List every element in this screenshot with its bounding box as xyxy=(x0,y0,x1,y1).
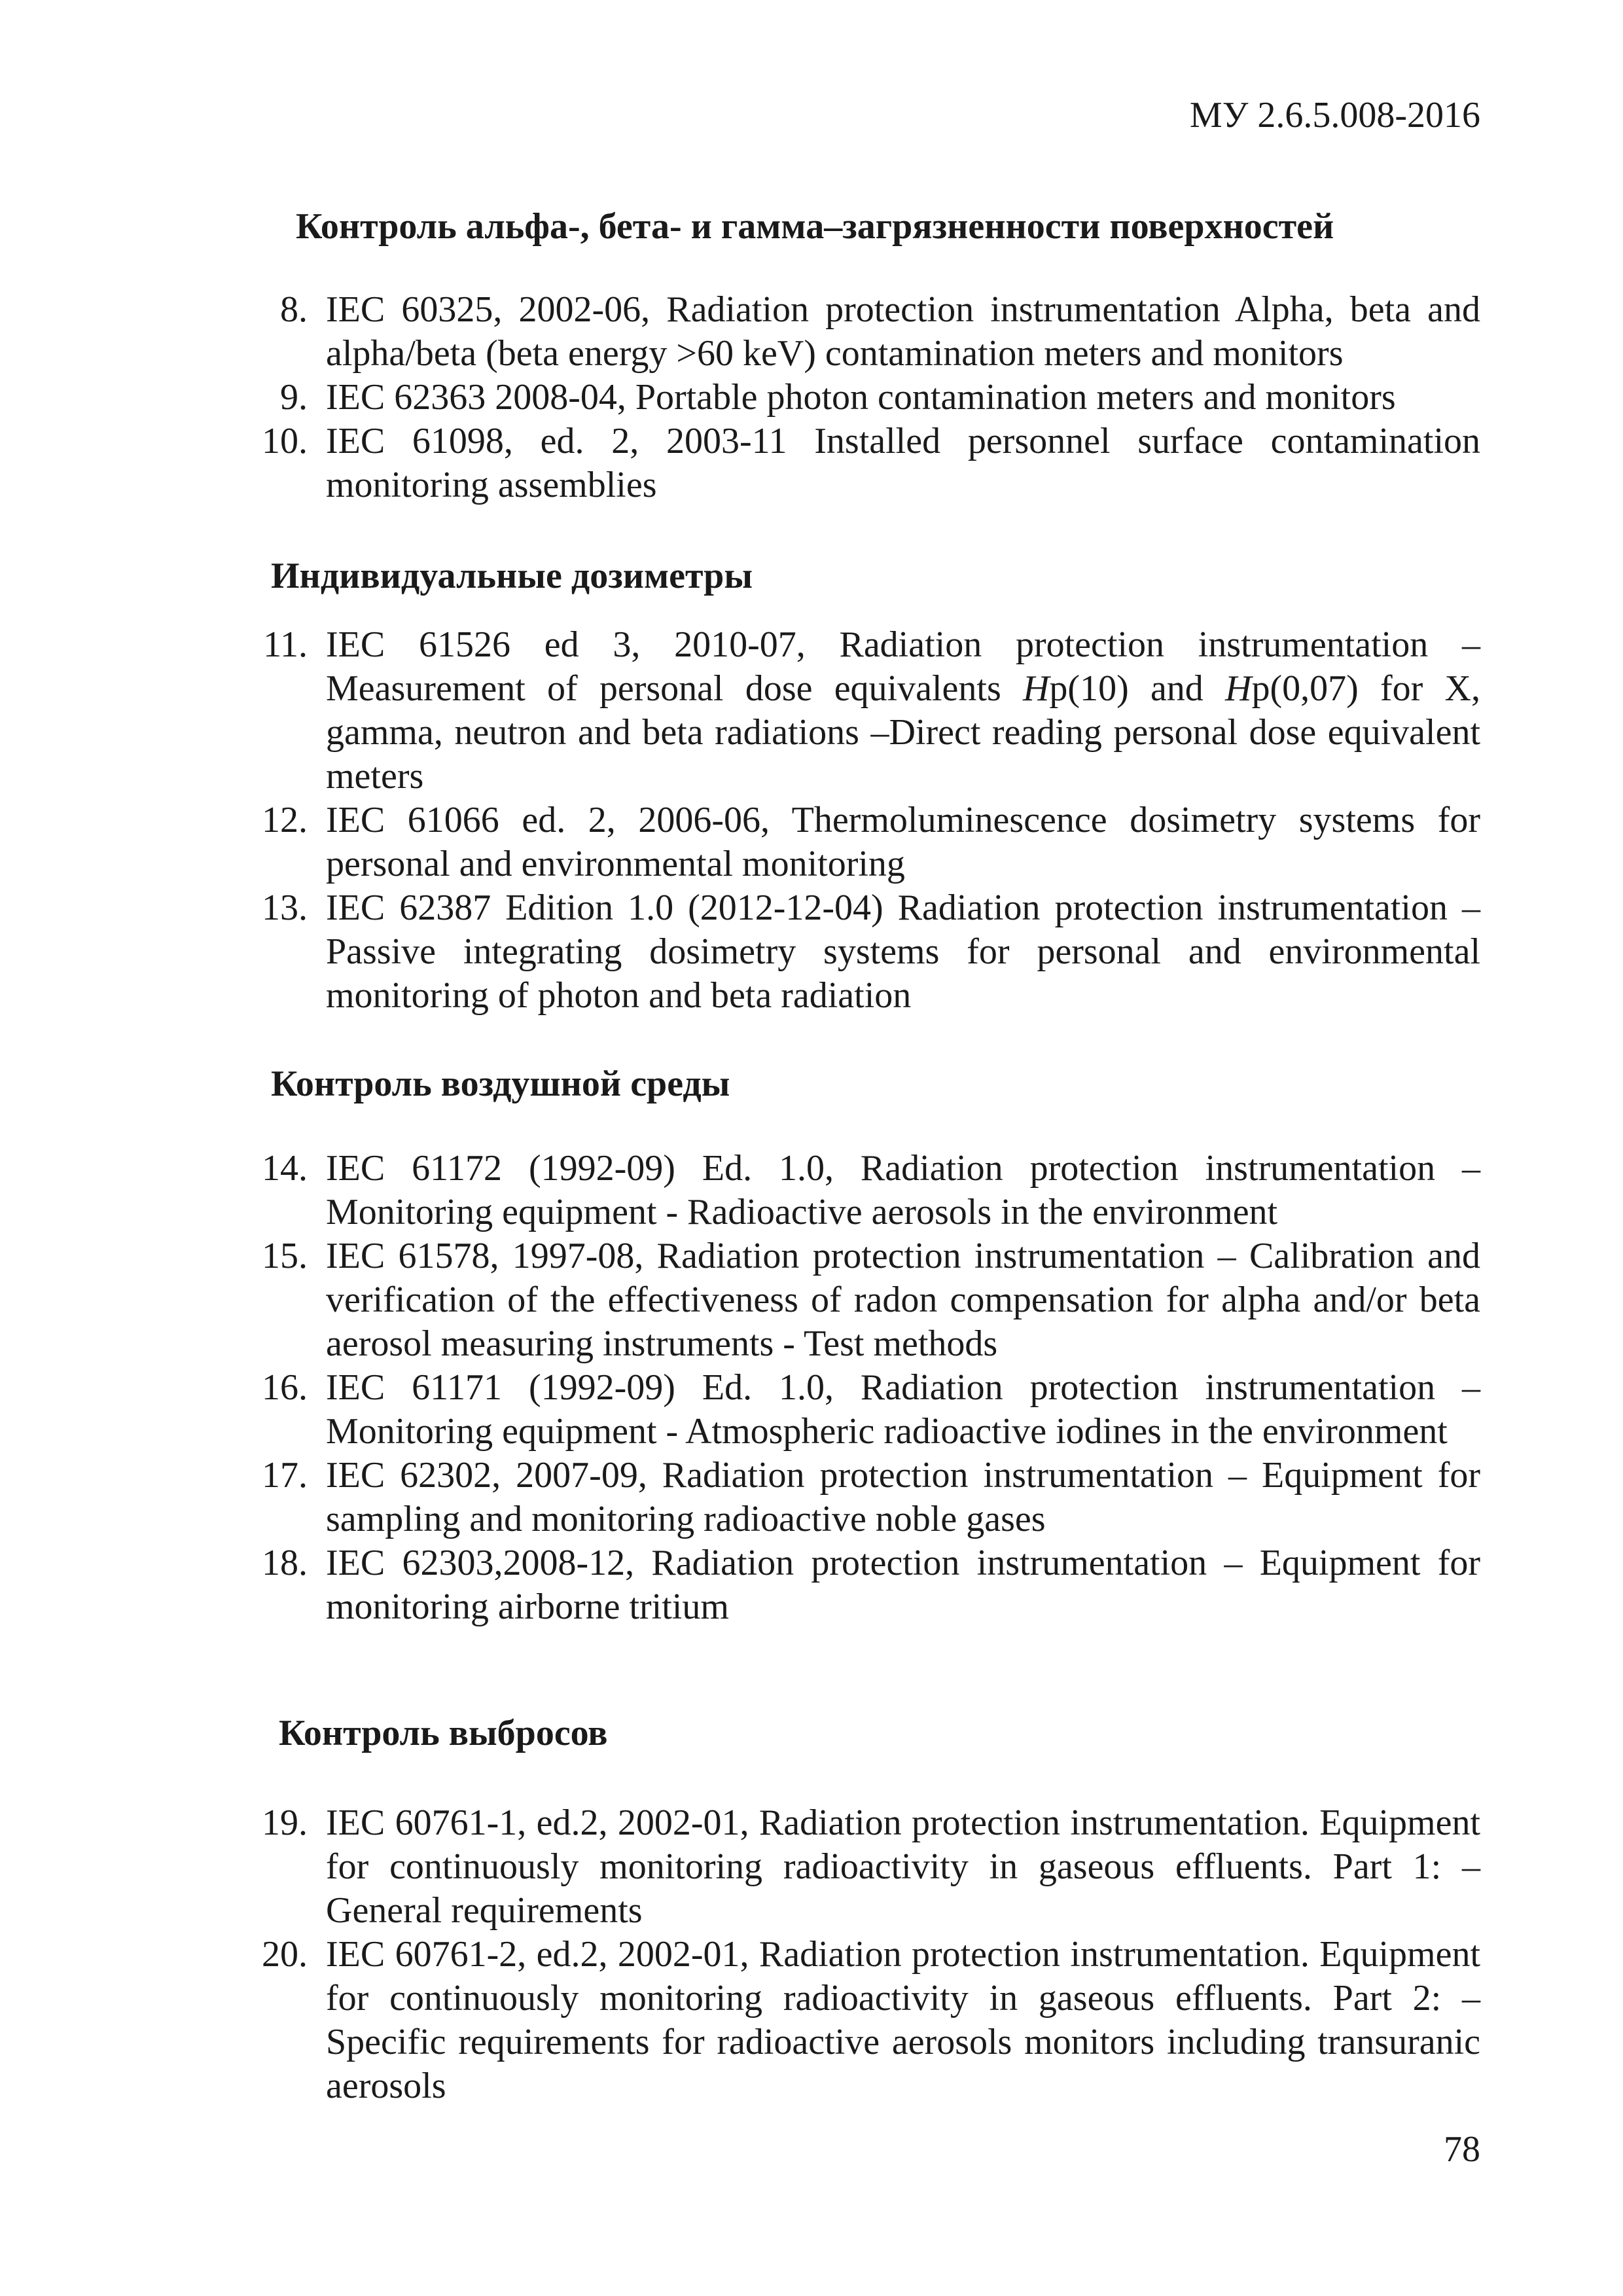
item-text: IEC 61578, 1997-08, Radiation protection instrumentation – Calibration and verification of the effectiveness of radon compensation for alpha and/or beta aerosol measuring instruments - Test methods xyxy=(326,1236,1480,1364)
item-number: 19. xyxy=(262,1803,308,1843)
item-text: IEC 62363 2008-04, Portable photon contamination meters and monitors xyxy=(326,377,1396,418)
item-number: 12. xyxy=(262,800,308,840)
list-item xyxy=(236,1454,1480,1541)
item-number: 14. xyxy=(262,1148,308,1189)
item-text: IEC 61526 ed 3, 2010-07, Radiation protection instrumentation – Measurement of personal dose equivalents Hp(10) and Hp(0,07) for X, gamma, neutron and beta radiations –Direct reading personal dose equivalent meters xyxy=(326,624,1480,797)
document-code: МУ 2.6.5.008-2016 xyxy=(1189,95,1480,135)
item-number: 16. xyxy=(262,1367,308,1408)
list-item xyxy=(236,420,1480,507)
item-number: 9. xyxy=(280,377,308,418)
item-text: IEC 61066 ed. 2, 2006-06, Thermoluminescence dosimetry systems for personal and environmental monitoring xyxy=(326,800,1480,884)
list-item xyxy=(236,288,1480,376)
list-item xyxy=(236,798,1480,886)
list-item xyxy=(236,376,1480,420)
item-text: IEC 61171 (1992-09) Ed. 1.0, Radiation protection instrumentation – Monitoring equipment - Atmospheric radioactive iodines in the environment xyxy=(326,1367,1480,1452)
item-text: IEC 62302, 2007-09, Radiation protection instrumentation – Equipment for sampling and monitoring radioactive noble gases xyxy=(326,1455,1480,1539)
list-item xyxy=(236,1801,1480,1933)
section-title-air-monitoring: Контроль воздушной среды xyxy=(271,1064,730,1104)
item-number: 20. xyxy=(262,1934,308,1975)
page-number: 78 xyxy=(1444,2129,1480,2170)
section-title-surface-contamination: Контроль альфа-, бета- и гамма–загрязненности поверхностей xyxy=(296,206,1334,247)
item-number: 8. xyxy=(280,289,308,330)
reference-list xyxy=(236,623,1480,1018)
item-text: IEC 60325, 2002-06, Radiation protection instrumentation Alpha, beta and alpha/beta (beta energy >60 keV) contamination meters and monitors xyxy=(326,289,1480,374)
list-item xyxy=(236,1147,1480,1234)
section-title-emissions-control: Контроль выбросов xyxy=(279,1713,608,1753)
section-title-personal-dosimeters: Индивидуальные дозиметры xyxy=(271,556,753,596)
item-text: IEC 61172 (1992-09) Ed. 1.0, Radiation protection instrumentation – Monitoring equipment - Radioactive aerosols in the environment xyxy=(326,1148,1480,1232)
item-text: IEC 60761-1, ed.2, 2002-01, Radiation protection instrumentation. Equipment for continuously monitoring radioactivity in gaseous effluents. Part 1: – General requirements xyxy=(326,1803,1480,1931)
item-text: IEC 60761-2, ed.2, 2002-01, Radiation protection instrumentation. Equipment for continuously monitoring radioactivity in gaseous effluents. Part 2: – Specific requirements for radioactive aerosols monitors including transuranic aerosols xyxy=(326,1934,1480,2106)
reference-list xyxy=(236,1147,1480,1629)
item-number: 10. xyxy=(262,421,308,461)
list-item xyxy=(236,1234,1480,1366)
item-text: IEC 61098, ed. 2, 2003-11 Installed personnel surface contamination monitoring assemblies xyxy=(326,421,1480,505)
item-number: 11. xyxy=(263,624,308,665)
item-number: 15. xyxy=(262,1236,308,1276)
item-number: 18. xyxy=(262,1543,308,1583)
item-number: 13. xyxy=(262,888,308,928)
item-text: IEC 62387 Edition 1.0 (2012-12-04) Radiation protection instrumentation – Passive integrating dosimetry systems for personal and environmental monitoring of photon and beta radiation xyxy=(326,888,1480,1016)
list-item xyxy=(236,1541,1480,1629)
item-number: 17. xyxy=(262,1455,308,1496)
list-item xyxy=(236,623,1480,798)
list-item xyxy=(236,1933,1480,2108)
list-item xyxy=(236,1366,1480,1454)
reference-list xyxy=(236,1801,1480,2108)
item-text: IEC 62303,2008-12, Radiation protection instrumentation – Equipment for monitoring airborne tritium xyxy=(326,1543,1480,1627)
list-item xyxy=(236,886,1480,1018)
reference-list xyxy=(236,288,1480,507)
